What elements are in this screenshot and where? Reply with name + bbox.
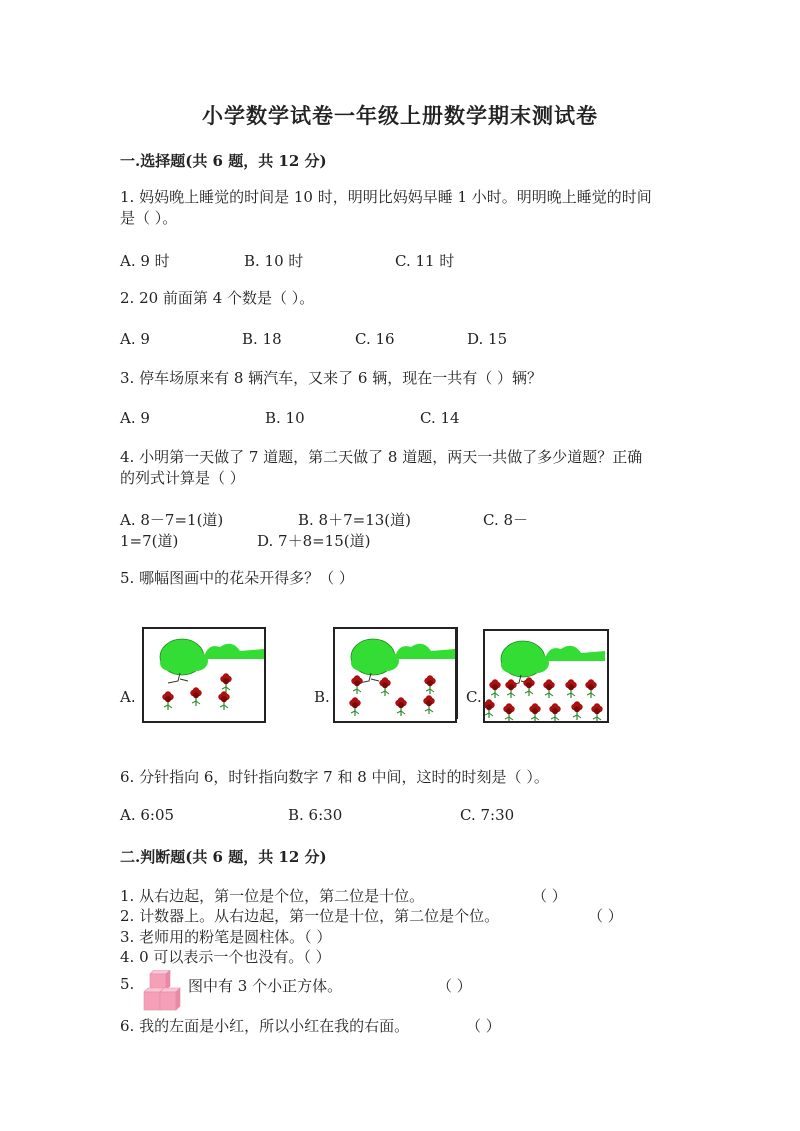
judge-3-text[interactable]: 3. 老师用的粉笔是圆柱体。（ ） bbox=[120, 928, 332, 946]
flower-picture-c[interactable] bbox=[483, 629, 609, 723]
hill-icon bbox=[204, 644, 264, 659]
flower-icon bbox=[543, 679, 554, 698]
flower-icon bbox=[485, 699, 495, 718]
flower-icon bbox=[220, 673, 231, 692]
q1-option-b[interactable]: B. 10 时 bbox=[244, 252, 304, 270]
q5-text: 5. 哪幅图画中的花朵开得多？（ ） bbox=[120, 569, 354, 587]
flower-icon bbox=[379, 677, 390, 696]
q6-text: 6. 分针指向 6，时针指向数字 7 和 8 中间，这时的时刻是（ ）。 bbox=[120, 768, 549, 786]
judge-5-text: 图中有 3 个小正方体。 bbox=[188, 977, 343, 995]
q4-line1: 4. 小明第一天做了 7 道题，第二天做了 8 道题，两天一共做了多少道题？正确 bbox=[120, 448, 643, 466]
flower-icon bbox=[351, 675, 362, 694]
q3-option-c[interactable]: C. 14 bbox=[420, 409, 460, 427]
flower-icon bbox=[423, 695, 434, 714]
flower-icon bbox=[549, 703, 560, 721]
q6-option-b[interactable]: B. 6:30 bbox=[288, 806, 343, 824]
flower-scene-a bbox=[144, 629, 264, 721]
flower-icon bbox=[489, 679, 500, 698]
judge-6-text: 6. 我的左面是小红，所以小红在我的右面。 bbox=[120, 1017, 410, 1035]
cubes-icon bbox=[140, 970, 188, 1012]
q2-option-a[interactable]: A. 9 bbox=[120, 330, 150, 348]
flower-icon bbox=[529, 703, 540, 721]
q4-line2: 的列式计算是（ ） bbox=[120, 469, 245, 487]
q5-option-c[interactable]: C. bbox=[466, 688, 482, 706]
flower-icon bbox=[591, 703, 602, 721]
tree-icon bbox=[160, 639, 208, 683]
flower-icon bbox=[395, 697, 406, 716]
q5-option-b[interactable]: B. bbox=[314, 688, 330, 706]
q6-option-c[interactable]: C. 7:30 bbox=[460, 806, 515, 824]
q4-option-c-cont: 1=7(道) bbox=[120, 532, 179, 550]
judge-6-answer[interactable]: （ ） bbox=[466, 1017, 501, 1035]
flower-icon bbox=[505, 679, 516, 698]
judge-2-answer[interactable]: （ ） bbox=[588, 907, 623, 925]
flower-scene-c bbox=[485, 631, 607, 721]
flower-picture-a[interactable] bbox=[142, 627, 266, 723]
flower-icon bbox=[571, 701, 582, 720]
flower-icon bbox=[565, 679, 576, 698]
flower-icon bbox=[523, 677, 534, 696]
q3-option-a[interactable]: A. 9 bbox=[120, 409, 150, 427]
flower-icon bbox=[162, 691, 173, 710]
flower-icon bbox=[424, 675, 435, 694]
q5-option-a[interactable]: A. bbox=[120, 688, 136, 706]
q1-option-c[interactable]: C. 11 时 bbox=[395, 252, 455, 270]
page-title: 小学数学试卷一年级上册数学期末测试卷 bbox=[202, 103, 598, 128]
judge-5-answer[interactable]: （ ） bbox=[437, 977, 472, 995]
q2-option-d[interactable]: D. 15 bbox=[467, 330, 508, 348]
section2-heading: 二.判断题(共 6 题，共 12 分) bbox=[120, 848, 327, 866]
hill-icon bbox=[545, 646, 605, 661]
judge-2-text: 2. 计数器上。从右边起，第一位是十位，第二位是个位。 bbox=[120, 907, 500, 925]
flower-icon bbox=[218, 691, 229, 710]
q3-option-b[interactable]: B. 10 bbox=[265, 409, 305, 427]
q1-line1: 1. 妈妈晚上睡觉的时间是 10 时，明明比妈妈早睡 1 小时。明明晚上睡觉的时间 bbox=[120, 188, 652, 206]
section1-heading: 一.选择题(共 6 题，共 12 分) bbox=[120, 152, 327, 170]
q4-option-b[interactable]: B. 8＋7=13(道) bbox=[298, 511, 412, 529]
judge-5-number: 5. bbox=[120, 975, 135, 993]
divider-line bbox=[456, 627, 458, 719]
q1-line2: 是（ ）。 bbox=[120, 209, 178, 227]
q6-option-a[interactable]: A. 6:05 bbox=[120, 806, 175, 824]
q4-option-c[interactable]: C. 8－ bbox=[483, 511, 529, 529]
q4-option-a[interactable]: A. 8－7=1(道) bbox=[120, 511, 224, 529]
flower-icon bbox=[585, 679, 596, 698]
judge-4-text[interactable]: 4. 0 可以表示一个也没有。（ ） bbox=[120, 948, 331, 966]
q1-option-a[interactable]: A. 9 时 bbox=[120, 252, 170, 270]
flower-scene-b bbox=[335, 629, 455, 721]
judge-1-answer[interactable]: （ ） bbox=[532, 887, 567, 905]
tree-icon bbox=[501, 641, 549, 685]
q2-option-b[interactable]: B. 18 bbox=[242, 330, 282, 348]
flower-picture-b[interactable] bbox=[333, 627, 457, 723]
judge-1-text: 1. 从右边起，第一位是个位，第二位是十位。 bbox=[120, 887, 425, 905]
flower-icon bbox=[503, 703, 514, 721]
hill-icon bbox=[395, 644, 455, 659]
q2-text: 2. 20 前面第 4 个数是（ ）。 bbox=[120, 289, 315, 307]
q2-option-c[interactable]: C. 16 bbox=[355, 330, 395, 348]
q4-option-d[interactable]: D. 7＋8=15(道) bbox=[257, 532, 371, 550]
q3-text: 3. 停车场原来有 8 辆汽车，又来了 6 辆，现在一共有（ ）辆？ bbox=[120, 369, 543, 387]
flower-icon bbox=[349, 697, 360, 716]
flower-icon bbox=[190, 687, 201, 706]
